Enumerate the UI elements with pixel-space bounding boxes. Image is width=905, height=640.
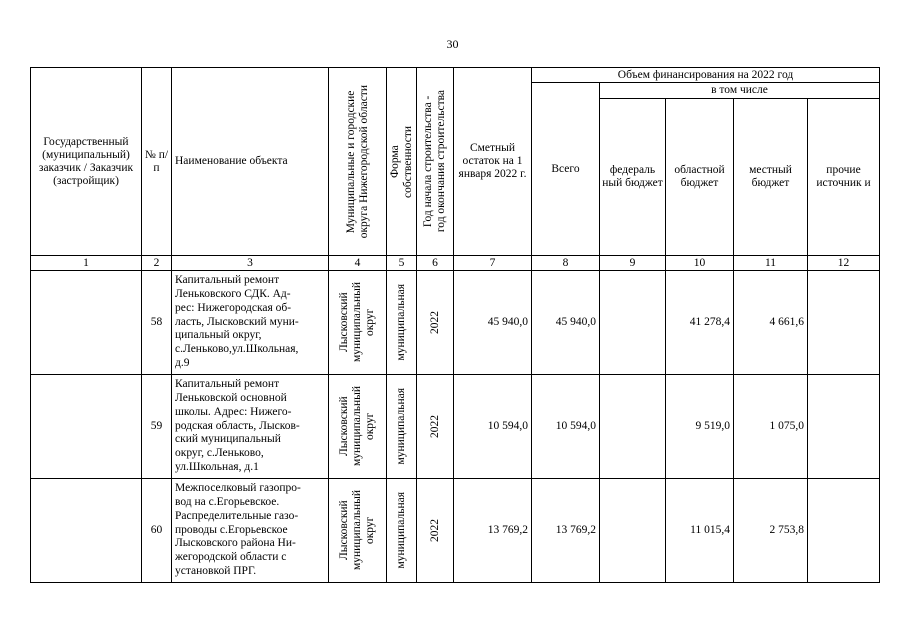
column-number: 11 <box>734 256 808 271</box>
header-number: № п/п <box>142 68 172 256</box>
column-number: 10 <box>666 256 734 271</box>
header-including: в том числе <box>600 83 880 99</box>
header-regional: областной бюджет <box>666 99 734 256</box>
page-number: 30 <box>446 37 459 51</box>
column-number: 2 <box>142 256 172 271</box>
estimate-balance: 10 594,0 <box>454 375 532 479</box>
header-years: Год начала строительства - год окончания строительства <box>417 68 454 256</box>
federal-amount <box>600 375 666 479</box>
customer-cell <box>31 479 142 583</box>
column-number: 6 <box>417 256 454 271</box>
district-cell: Лысковский муниципальный округ <box>329 375 387 479</box>
column-number-row <box>31 256 880 271</box>
district-cell: Лысковский муниципальный округ <box>329 479 387 583</box>
total-amount: 45 940,0 <box>532 271 600 375</box>
row-number: 59 <box>142 375 172 479</box>
header-local: местный бюджет <box>734 99 808 256</box>
column-number: 4 <box>329 256 387 271</box>
header-federal: федераль ный бюджет <box>600 99 666 256</box>
ownership-cell: муниципальная <box>387 375 417 479</box>
total-amount: 13 769,2 <box>532 479 600 583</box>
regional-amount: 11 015,4 <box>666 479 734 583</box>
header-customer: Государственный (муниципальный) заказчик / Заказчик (застройщик) <box>31 68 142 256</box>
ownership-cell: муниципальная <box>387 479 417 583</box>
column-number: 8 <box>532 256 600 271</box>
row-number: 58 <box>142 271 172 375</box>
other-amount <box>808 479 880 583</box>
column-number: 9 <box>600 256 666 271</box>
header-estimate-balance: Сметный остаток на 1 января 2022 г. <box>454 68 532 256</box>
federal-amount <box>600 479 666 583</box>
object-name: Капитальный ремонт Леньковского СДК. Ад- рес: Нижегородская об- ласть, Лысковский муни- ципальный округ, с.Леньково,ул.Школьная, д.9 <box>172 271 329 375</box>
other-amount <box>808 375 880 479</box>
header-total: Всего <box>532 83 600 256</box>
district-cell: Лысковский муниципальный округ <box>329 271 387 375</box>
row-number: 60 <box>142 479 172 583</box>
header-ownership: Форма собственности <box>387 68 417 256</box>
column-number: 1 <box>31 256 142 271</box>
table-row <box>31 271 880 375</box>
other-amount <box>808 271 880 375</box>
total-amount: 10 594,0 <box>532 375 600 479</box>
table-row <box>31 479 880 583</box>
object-name: Капитальный ремонт Леньковской основной школы. Адрес: Нижего- родская область, Лысков- ский муниципальный округ, с.Леньково, ул.Школьная, д.1 <box>172 375 329 479</box>
years-cell: 2022 <box>417 375 454 479</box>
table-row <box>31 375 880 479</box>
federal-amount <box>600 271 666 375</box>
header-object-name: Наименование объекта <box>172 68 329 256</box>
financing-table <box>30 67 880 583</box>
local-amount: 4 661,6 <box>734 271 808 375</box>
local-amount: 2 753,8 <box>734 479 808 583</box>
column-number: 7 <box>454 256 532 271</box>
estimate-balance: 13 769,2 <box>454 479 532 583</box>
column-number: 12 <box>808 256 880 271</box>
years-cell: 2022 <box>417 479 454 583</box>
ownership-cell: муниципальная <box>387 271 417 375</box>
regional-amount: 9 519,0 <box>666 375 734 479</box>
header-other: прочие источник и <box>808 99 880 256</box>
column-number: 3 <box>172 256 329 271</box>
local-amount: 1 075,0 <box>734 375 808 479</box>
customer-cell <box>31 271 142 375</box>
estimate-balance: 45 940,0 <box>454 271 532 375</box>
customer-cell <box>31 375 142 479</box>
years-cell: 2022 <box>417 271 454 375</box>
column-number: 5 <box>387 256 417 271</box>
regional-amount: 41 278,4 <box>666 271 734 375</box>
header-financing-group: Объем финансирования на 2022 год <box>532 68 880 83</box>
header-district: Муниципальные и городские округа Нижегородской области <box>329 68 387 256</box>
object-name: Межпоселковый газопро- вод на с.Егорьевское. Распределительные газо- проводы с.Егорьевское Лысковского района Ни- жегородской области с установкой ПРГ. <box>172 479 329 583</box>
